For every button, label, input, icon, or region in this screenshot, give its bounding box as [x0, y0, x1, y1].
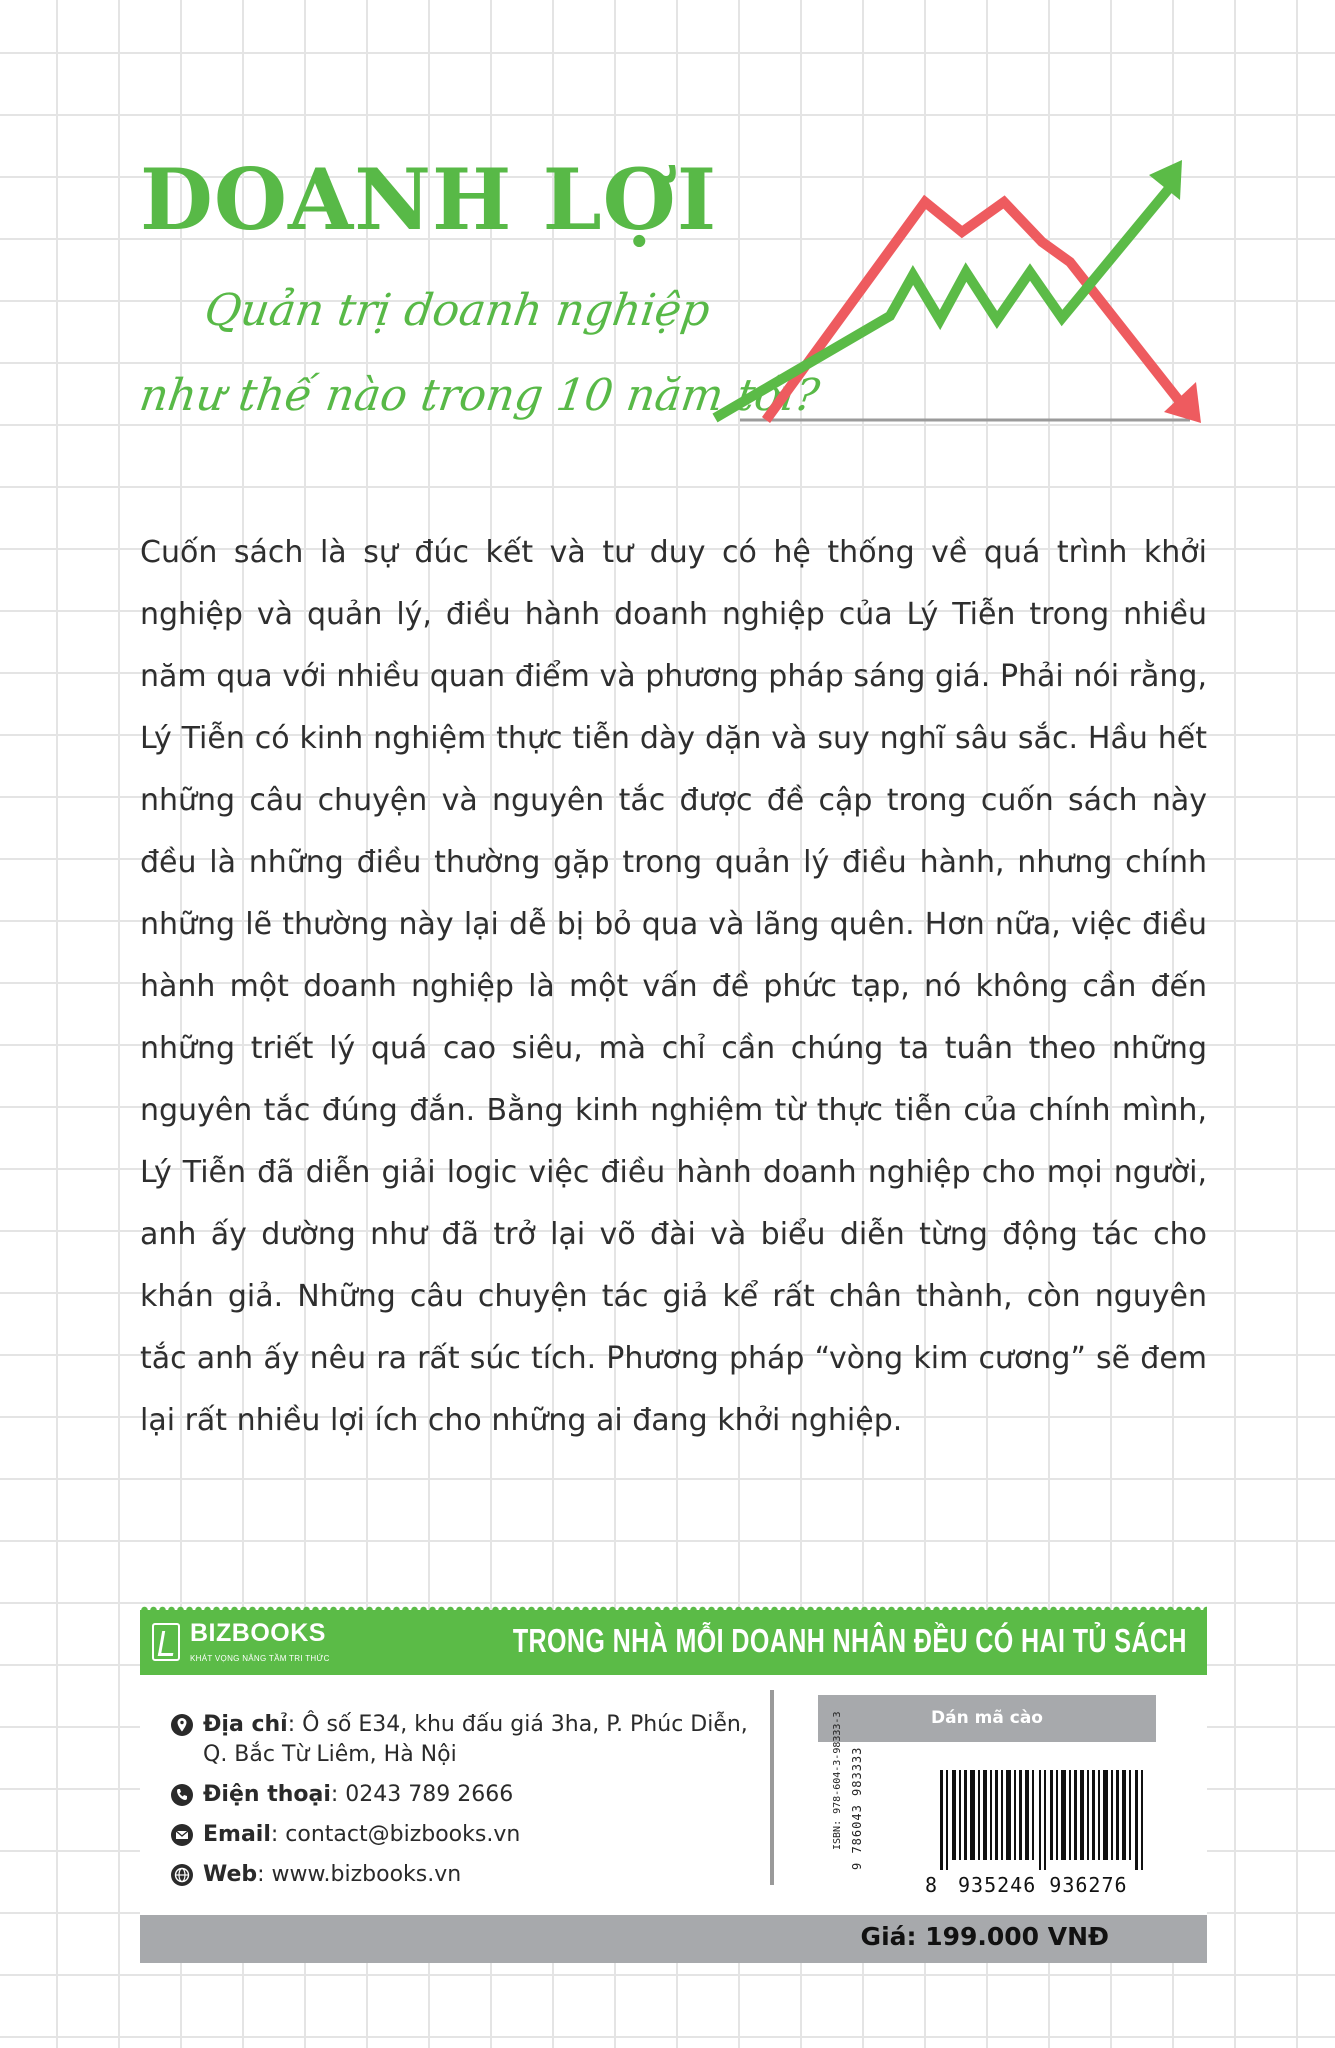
ean-number: 935246 936276 [958, 1873, 1128, 1897]
web-value: : www.bizbooks.vn [257, 1862, 462, 1887]
bizbooks-logo-icon [152, 1623, 180, 1661]
vertical-divider [770, 1690, 774, 1885]
logo-mark [158, 1631, 177, 1656]
publisher-banner [140, 1610, 1207, 1675]
phone-icon [170, 1783, 194, 1807]
phone-label: Điện thoại [203, 1782, 331, 1807]
subtitle-line-1: Quản trị doanh nghiệp [201, 285, 714, 336]
book-description: Cuốn sách là sự đúc kết và tư duy có hệ thống về quá trình khởi nghiệp và quản lý, điều hành doanh nghiệp của Lý Tiễn trong nhiều năm qua với nhiều quan điểm và phương pháp sáng giá. Phải nói rằng, Lý Tiễn có kinh nghiệm thực tiễn dày dặn và suy nghĩ sâu sắc. Hầu hết những câu chuyện và nguyên tắc được đề cập trong cuốn sách này đều là những điều thường gặp trong quản lý điều hành, nhưng chính những lẽ thường này lại dễ bị bỏ qua và lãng quên. Hơn nữa, việc điều hành một doanh nghiệp là một vấn đề phức tạp, nó không cần đến những triết lý quá cao siêu, mà chỉ cần chúng ta tuân theo những nguyên tắc đúng đắn. Bằng kinh nghiệm từ thực tiễn của chính mình, Lý Tiễn đã diễn giải logic việc điều hành doanh nghiệp cho mọi người, anh ấy dường như đã trở lại võ đài và biểu diễn từng động tác cho khán giả. Những câu chuyện tác giả kể rất chân thành, còn nguyên tắc anh ấy nêu ra rất súc tích. Phương pháp “vòng kim cương” sẽ đem lại rất nhiều lợi ích cho những ai đang khởi nghiệp. [140, 535, 1207, 1438]
publisher-name: BIZBOOKS [190, 1619, 326, 1647]
scratch-code-area: Dán mã cào [818, 1695, 1156, 1742]
isbn-text: ISBN: 978-604-3-98333-3 [832, 1711, 843, 1850]
isbn-digits: 9 786043 983333 [850, 1746, 864, 1870]
address-label: Địa chỉ [203, 1712, 288, 1737]
book-price: Giá: 199.000 VNĐ [860, 1922, 1109, 1951]
phone-value: : 0243 789 2666 [330, 1782, 514, 1807]
globe-icon [170, 1863, 194, 1887]
price-bar [140, 1915, 1207, 1963]
publisher-tagline: KHÁT VỌNG NÂNG TẦM TRI THỨC [190, 1654, 330, 1663]
barcode-image [940, 1770, 1150, 1870]
info-panel [140, 1675, 1207, 1915]
email-label: Email [203, 1822, 271, 1847]
trend-chart-illustration [700, 150, 1210, 435]
location-pin-icon [170, 1713, 194, 1737]
address-value: : Ô số E34, khu đấu giá 3ha, P. Phúc Diễn, [287, 1712, 748, 1737]
web-label: Web [203, 1862, 258, 1887]
email-value: : contact@bizbooks.vn [270, 1822, 521, 1847]
publisher-slogan: TRONG NHÀ MỖI DOANH NHÂN ĐỀU CÓ HAI TỦ SÁCH [513, 1622, 1187, 1659]
email-icon [170, 1823, 194, 1847]
book-title: DOANH LỢI [140, 150, 718, 249]
address-value-line-2: Q. Bắc Từ Liêm, Hà Nội [203, 1742, 457, 1767]
ean-prefix: 8 [925, 1873, 938, 1897]
subtitle-line-2: như thế nào trong 10 năm tới? [136, 370, 823, 421]
